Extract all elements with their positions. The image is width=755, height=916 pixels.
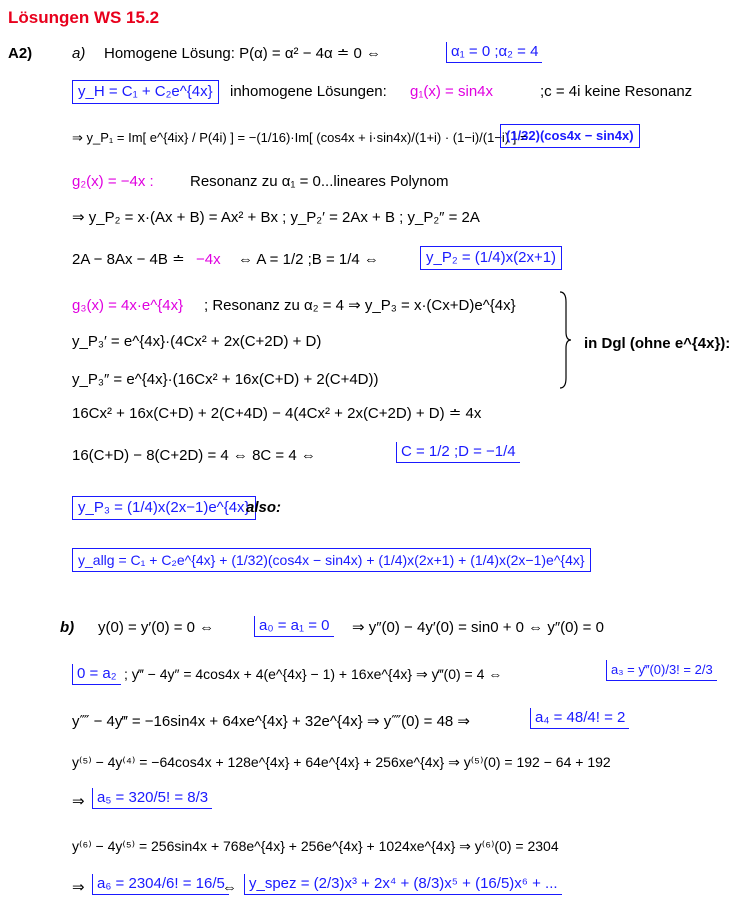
general-solution: y_allg = C₁ + C₂e^{4x} + (1/32)(cos4x − sin4x) + (1/4)x(2x+1) + (1/4)x(2x−1)e^{4x} <box>72 548 591 572</box>
yp1-result: (1/32)(cos4x − sin4x) <box>500 124 640 148</box>
a6-box <box>92 874 229 895</box>
insert-into-ode: in Dgl (ohne e^{4x}): <box>584 335 731 352</box>
resonance-alpha2: ; Resonanz zu α₂ = 4 ⇒ y_P₃ = x·(Cx+D)e^{4x} <box>204 297 516 314</box>
a4: a₄ = 48/4! = 2 <box>530 708 629 729</box>
homogeneous-solution: y_H = C₁ + C₂e^{4x} <box>72 80 219 104</box>
part-b-label: b) <box>60 619 75 636</box>
general-solution-box <box>72 548 591 572</box>
yp3-first-derivative: y_P₃′ = e^{4x}·(4Cx² + 2x(C+2D) + D) <box>72 333 322 350</box>
third-derivative: ; y‴ − 4y″ = 4cos4x + 4(e^{4x} − 1) + 16xe^{4x} ⇒ y‴(0) = 4 ⇔ <box>124 666 503 682</box>
resonance-alpha1: Resonanz zu α₁ = 0...lineares Polynom <box>190 173 449 190</box>
yp2-result: y_P₂ = (1/4)x(2x+1) <box>420 246 562 270</box>
sixth-derivative: y⁽⁶⁾ − 4y⁽⁵⁾ = 256sin4x + 768e^{4x} + 256e^{4x} + 1024xe^{4x} ⇒ y⁽⁶⁾(0) = 2304 <box>72 838 559 854</box>
second-derivative-zero: ⇒ y″(0) − 4y′(0) = sin0 + 0 ⇔ y″(0) = 0 <box>352 619 604 636</box>
yp2-ansatz: ⇒ y_P₂ = x·(Ax + B) = Ax² + Bx ; y_P₂′ = 2Ax + B ; y_P₂″ = 2A <box>72 209 480 226</box>
cd-box <box>396 442 520 463</box>
page-title: Lösungen WS 15.2 <box>8 8 160 27</box>
equivalence: ⇔ <box>222 879 237 896</box>
curly-brace <box>558 290 572 390</box>
ode-substitution: 16Cx² + 16x(C+D) + 2(C+4D) − 4(4Cx² + 2x(C+2D) + D) ≐ 4x <box>72 405 482 422</box>
fifth-derivative: y⁽⁵⁾ − 4y⁽⁴⁾ = −64cos4x + 128e^{4x} + 64e^{4x} + 256xe^{4x} ⇒ y⁽⁵⁾(0) = 192 − 64 + 192 <box>72 754 611 770</box>
g3: g₃(x) = 4x·e^{4x} <box>72 297 184 314</box>
yp3-second-derivative: y_P₃″ = e^{4x}·(16Cx² + 16x(C+D) + 2(C+4D)) <box>72 371 379 388</box>
yp1-box <box>500 124 640 148</box>
cd-values: C = 1/2 ;D = −1/4 <box>396 442 520 463</box>
a5: a₅ = 320/5! = 8/3 <box>92 788 212 809</box>
roots: α₁ = 0 ;α₂ = 4 <box>446 42 542 63</box>
a6: a₆ = 2304/6! = 16/5 <box>92 874 229 895</box>
g1: g₁(x) = sin4x <box>410 83 494 100</box>
yp2-box <box>420 246 562 270</box>
a2: 0 = a₂ <box>72 664 121 685</box>
special-solution-box <box>244 874 562 895</box>
a2-box <box>72 664 121 685</box>
resonance-note: ;c = 4i keine Resonanz <box>540 83 693 100</box>
a6-prefix: ⇒ <box>72 879 85 896</box>
homogeneous-equation: Homogene Lösung: P(α) = α² − 4α ≐ 0 ⇔ <box>104 45 382 62</box>
a3-box <box>606 660 717 681</box>
coefficient-equation: 2A − 8Ax − 4B ≐ <box>72 251 185 268</box>
rhs-minus-4x: −4x <box>196 251 221 268</box>
inhomogeneous-label: inhomogene Lösungen: <box>230 83 387 100</box>
cd-equation: 16(C+D) − 8(C+2D) = 4 ⇔ 8C = 4 ⇔ <box>72 447 316 464</box>
ab-values: ⇔ A = 1/2 ;B = 1/4 ⇔ <box>238 251 379 268</box>
a0-a1: a₀ = a₁ = 0 <box>254 616 334 637</box>
task-label: A2) <box>8 45 33 62</box>
yp3-box <box>72 496 256 520</box>
yp1-derivation: ⇒ y_P₁ = Im[ e^{4ix} / P(4i) ] = −(1/16)·Im[ (cos4x + i·sin4x)/(1+i) · (1−i)/(1−i) ] = <box>72 130 528 145</box>
part-a-label: a) <box>72 45 86 62</box>
special-solution: y_spez = (2/3)x³ + 2x⁴ + (8/3)x⁵ + (16/5)x⁶ + ... <box>244 874 562 895</box>
a5-prefix: ⇒ <box>72 793 85 810</box>
roots-box <box>446 42 542 63</box>
a3: a₃ = y‴(0)/3! = 2/3 <box>606 660 717 681</box>
homogeneous-solution-box <box>72 80 219 104</box>
a4-box <box>530 708 629 729</box>
yp3-result: y_P₃ = (1/4)x(2x−1)e^{4x} <box>72 496 256 520</box>
initial-conditions: y(0) = y′(0) = 0 ⇔ <box>98 619 215 636</box>
a0-a1-box <box>254 616 334 637</box>
a5-box <box>92 788 212 809</box>
fourth-derivative: y⁗ − 4y‴ = −16sin4x + 64xe^{4x} + 32e^{4x} ⇒ y⁗(0) = 48 ⇒ <box>72 713 470 730</box>
also-label: also: <box>246 499 282 516</box>
g2: g₂(x) = −4x : <box>72 173 154 190</box>
